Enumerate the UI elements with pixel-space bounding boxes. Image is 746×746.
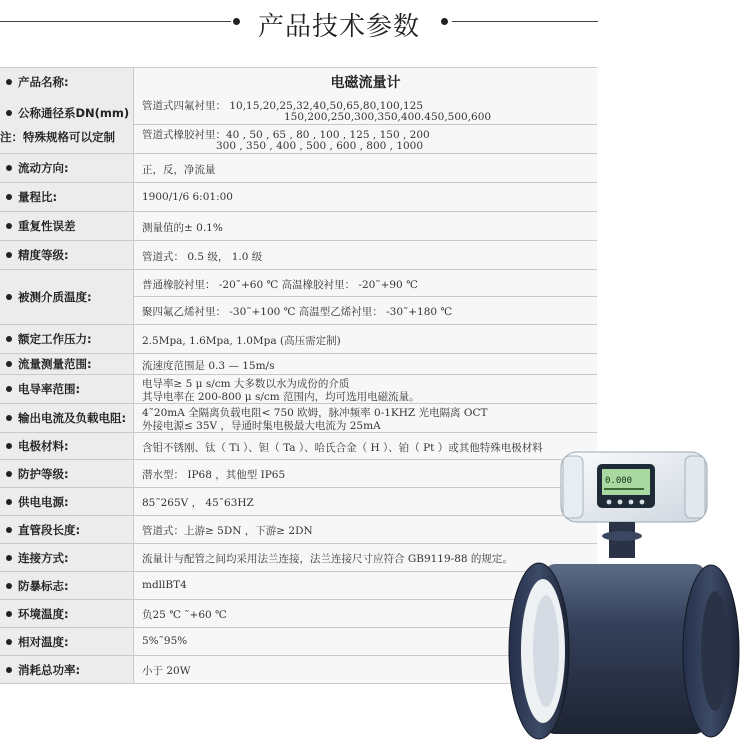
bullet-icon bbox=[6, 583, 12, 589]
header-right-dot bbox=[441, 18, 448, 25]
product-name-value: 电磁流量计 bbox=[133, 68, 597, 96]
table-row bbox=[0, 96, 597, 154]
row-label: 公称通径系DN(mm) 注：特殊规格可以定制 bbox=[0, 96, 133, 153]
page-title: 产品技术参数 bbox=[257, 12, 420, 42]
row-value: 2.5Mpa, 1.6Mpa, 1.0Mpa (高压需定制) bbox=[133, 325, 597, 353]
bullet-icon bbox=[6, 361, 12, 367]
bullet-icon bbox=[6, 555, 12, 561]
row-value: 电导率≥ 5 μ s/cm 大多数以水为成份的介质 其导电率在 200-800 μ s/cm 范围内，均可选用电磁流量。 bbox=[133, 375, 597, 403]
row-label: 流量测量范围: bbox=[0, 354, 133, 374]
row-value: 测量值的± 0.1% bbox=[133, 212, 597, 240]
page-header bbox=[0, 0, 746, 48]
ptfe-sizes: 管道式四氟衬里： 10,15,20,25,32,40,50,65,80,100,125 150,200,250,300,350,400.450,500,600 bbox=[134, 96, 597, 125]
row-value: 管道式：上游≥ 5DN ，下游≥ 2DN bbox=[133, 516, 597, 543]
table-row bbox=[0, 375, 597, 404]
row-label: 环境温度: bbox=[0, 600, 133, 627]
row-value: 1900/1/6 6:01:00 bbox=[133, 183, 597, 211]
row-value: 流速度范围是 0.3 — 15m/s bbox=[133, 354, 597, 374]
row-label: 防护等级: bbox=[0, 460, 133, 487]
table-row bbox=[0, 241, 597, 270]
table-row bbox=[0, 270, 597, 325]
table-row bbox=[0, 154, 597, 183]
row-value: 正，反，净流量 bbox=[133, 154, 597, 182]
row-label: 防暴标志: bbox=[0, 572, 133, 599]
row-label: 连接方式: bbox=[0, 544, 133, 571]
converter-head bbox=[561, 452, 707, 522]
row-value: mdllBT4 bbox=[133, 572, 597, 599]
row-value: 小于 20W bbox=[133, 656, 597, 683]
bullet-icon bbox=[6, 336, 12, 342]
row-label: 精度等级: bbox=[0, 241, 133, 269]
table-row bbox=[0, 354, 597, 375]
bullet-icon bbox=[6, 499, 12, 505]
row-value: 含钼不锈刚、钛（ Ti ）、钽（ Ta ）、哈氏合金（ H ）、铂（ Pt ）或其他特殊电极材料 bbox=[133, 433, 597, 459]
bullet-icon bbox=[6, 443, 12, 449]
table-row bbox=[0, 212, 597, 241]
flow-meter-image bbox=[505, 446, 741, 742]
row-label: 相对温度: bbox=[0, 628, 133, 655]
bullet-icon bbox=[6, 194, 12, 200]
row-value: 85˜265V ， 45˜63HZ bbox=[133, 488, 597, 515]
meter-display-reading: 0.000 bbox=[605, 476, 633, 486]
bullet-icon bbox=[6, 527, 12, 533]
row-value: 普通橡胶衬里： -20˜+60 ℃ 高温橡胶衬里： -20˜+90 ℃ 聚四氟乙烯衬里： -30˜+100 ℃ 高温型乙烯衬里： -30˜+180 ℃ bbox=[133, 270, 597, 324]
bullet-icon bbox=[6, 471, 12, 477]
row-value bbox=[133, 96, 597, 153]
row-label: 额定工作压力: bbox=[0, 325, 133, 353]
row-label: 电极材料: bbox=[0, 433, 133, 459]
row-value: 负25 ℃ ˜+60 ℃ bbox=[133, 600, 597, 627]
row-label: 供电电源: bbox=[0, 488, 133, 515]
bullet-icon bbox=[6, 79, 12, 85]
bullet-icon bbox=[6, 252, 12, 258]
table-row bbox=[0, 67, 597, 97]
header-left-rule bbox=[0, 21, 231, 22]
table-row bbox=[0, 183, 597, 212]
bullet-icon bbox=[6, 110, 12, 116]
header-right-rule bbox=[452, 21, 598, 22]
bullet-icon bbox=[6, 223, 12, 229]
row-value: 流量计与配管之间均采用法兰连接，法兰连接尺寸应符合 GB9119-88 的规定。 bbox=[133, 544, 597, 571]
row-label: 电导率范围: bbox=[0, 375, 133, 403]
row-label: 重复性误差 bbox=[0, 212, 133, 240]
bullet-icon bbox=[6, 667, 12, 673]
row-label: 量程比: bbox=[0, 183, 133, 211]
row-label: 产品名称: bbox=[0, 68, 133, 96]
bullet-icon bbox=[6, 415, 12, 421]
table-row bbox=[0, 325, 597, 354]
row-value: 4˜20mA 全隔离负载电阻< 750 欧姆，脉冲频率 0-1KHZ 光电隔离 OCT 外接电源≤ 35V ，导通时集电极最大电流为 25mA bbox=[133, 404, 597, 432]
row-label: 输出电流及负载电阻: bbox=[0, 404, 133, 432]
row-label: 被测介质温度: bbox=[0, 270, 133, 324]
row-value: 5%˜95% bbox=[133, 628, 597, 655]
table-row bbox=[0, 404, 597, 433]
bullet-icon bbox=[6, 386, 12, 392]
bullet-icon bbox=[6, 165, 12, 171]
row-label: 直管段长度: bbox=[0, 516, 133, 543]
row-value: 潜水型： IP68 ，其他型 IP65 bbox=[133, 460, 597, 487]
row-value: 管道式： 0.5 级， 1.0 级 bbox=[133, 241, 597, 269]
row-label: 消耗总功率: bbox=[0, 656, 133, 683]
row-label: 流动方向: bbox=[0, 154, 133, 182]
rubber-sizes: 管道式橡胶衬里：40 , 50 , 65 , 80 , 100 , 125 , 150 , 200 300 , 350 , 400 , 500 , 600 , 800 , 1000 bbox=[142, 129, 430, 152]
bullet-icon bbox=[6, 611, 12, 617]
header-left-dot bbox=[233, 18, 240, 25]
bullet-icon bbox=[6, 294, 12, 300]
bullet-icon bbox=[6, 639, 12, 645]
